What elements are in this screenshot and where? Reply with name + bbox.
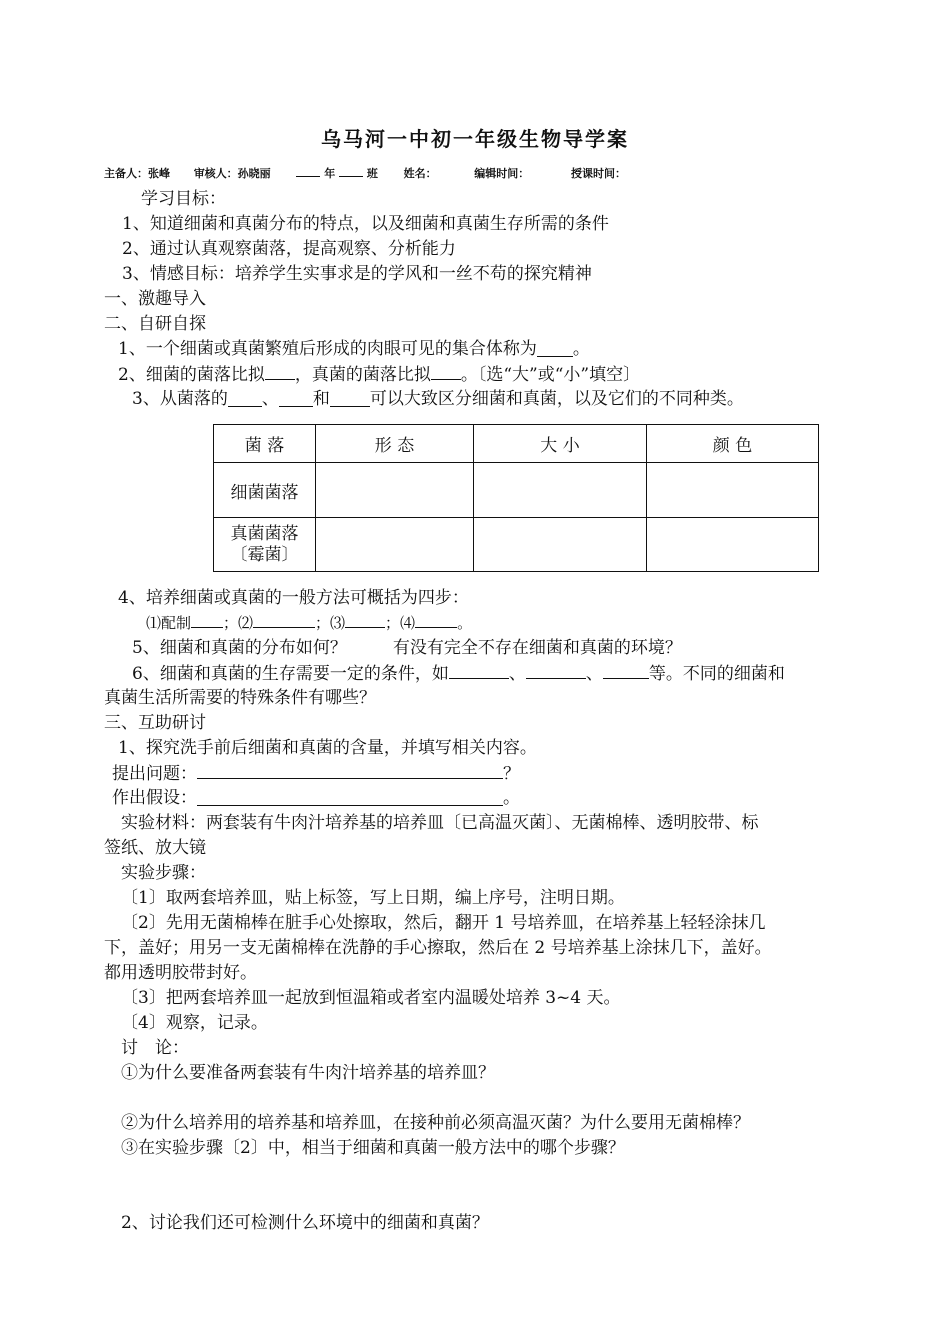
materials-text: 实验材料：两套装有牛肉汁培养基的培养皿〔已高温灭菌〕、无菌棉棒、透明胶带、标: [121, 813, 759, 833]
table-cell[interactable]: [474, 518, 647, 572]
page-title: 乌马河一中初一年级生物导学案: [321, 127, 629, 151]
table-cell[interactable]: [474, 463, 647, 518]
answer-blank[interactable]: [191, 612, 223, 628]
step-3: 〔3〕把两套培养皿一起放到恒温箱或者室内温暖处培养 3~4 天。: [121, 988, 621, 1008]
table-row-label: 细菌菌落: [214, 463, 316, 518]
answer-blank[interactable]: [279, 390, 313, 407]
table-cell[interactable]: [316, 518, 474, 572]
answer-blank[interactable]: [330, 390, 370, 407]
materials-text-cont: 签纸、放大镜: [104, 838, 206, 858]
answer-blank[interactable]: [449, 662, 509, 679]
name-label: 姓名：: [403, 167, 437, 180]
step-1: 〔1〕取两套培养皿，贴上标签，写上日期，编上序号，注明日期。: [121, 888, 625, 908]
ask-question-field[interactable]: [197, 762, 503, 779]
objectives-heading: 学习目标：: [141, 189, 226, 209]
inquiry-1: 1、探究洗手前后细菌和真菌的含量，并填写相关内容。: [118, 738, 537, 758]
table-header: 形 态: [316, 425, 474, 463]
answer-blank[interactable]: [253, 612, 315, 628]
class-suffix: 班: [366, 167, 378, 180]
objective-item: 3、情感目标：培养学生实事求是的学风和一丝不苟的探究精神: [122, 264, 592, 284]
grade-blank[interactable]: [296, 176, 320, 177]
table-header: 大 小: [474, 425, 647, 463]
discussion-label: 讨 论：: [121, 1038, 189, 1058]
step-4: 〔4〕观察，记录。: [121, 1013, 268, 1033]
question-1: 1、一个细菌或真菌繁殖后形成的肉眼可见的集合体称为 。: [118, 339, 590, 359]
table-cell[interactable]: [647, 463, 819, 518]
answer-blank[interactable]: [537, 340, 573, 357]
header-meta: [104, 165, 626, 181]
step-2-cont: 下，盖好；用另一支无菌棉棒在洗静的手心擦取，然后在 2 号培养基上涂抹几下，盖好。: [104, 938, 772, 958]
section-heading: 三、互助研讨: [104, 713, 206, 733]
answer-blank[interactable]: [228, 390, 262, 407]
step-2-cont: 都用透明胶带封好。: [104, 963, 257, 983]
question-3: 3、从菌落的 、 和 可以大致区分细菌和真菌，以及它们的不同种类。: [132, 389, 744, 409]
table-header: 菌 落: [214, 425, 316, 463]
answer-blank[interactable]: [526, 662, 586, 679]
table-header: 颜 色: [647, 425, 819, 463]
section-heading: 二、自研自探: [104, 314, 206, 334]
inquiry-2: 2、讨论我们还可检测什么环境中的细菌和真菌？: [121, 1213, 489, 1233]
class-blank[interactable]: [339, 176, 363, 177]
objective-item: 1、知道细菌和真菌分布的特点，以及细菌和真菌生存所需的条件: [122, 214, 609, 234]
answer-blank[interactable]: [603, 662, 649, 679]
compile-time-label: 编辑时间：: [474, 167, 530, 180]
question-4-steps: ⑴配制 ；⑵ ；⑶ ；⑷ 。: [146, 614, 473, 632]
question-6-cont: 真菌生活所需要的特殊条件有哪些？: [104, 688, 376, 708]
section-heading: 一、激趣导入: [104, 289, 206, 309]
teach-time-label: 授课时间：: [570, 167, 626, 180]
ask-question-line: 提出问题： ？: [112, 764, 520, 784]
objective-item: 2、通过认真观察菌落，提高观察、分析能力: [122, 239, 456, 259]
answer-blank[interactable]: [431, 363, 461, 380]
table-row-label: 真菌菌落 〔霉菌〕: [214, 518, 316, 572]
answer-blank[interactable]: [265, 363, 295, 380]
steps-label: 实验步骤：: [121, 863, 206, 883]
colony-table: [213, 424, 819, 572]
table-cell[interactable]: [316, 463, 474, 518]
table-cell[interactable]: [647, 518, 819, 572]
grade-suffix: 年: [324, 167, 336, 180]
step-2: 〔2〕先用无菌棉棒在脏手心处擦取，然后，翻开 1 号培养皿，在培养基上轻轻涂抹几: [121, 913, 766, 933]
answer-blank[interactable]: [345, 612, 385, 628]
hypothesis-line: 作出假设： 。: [112, 788, 520, 808]
discussion-q2: ②为什么培养用的培养基和培养皿，在接种前必须高温灭菌？为什么要用无菌棉棒？: [121, 1113, 750, 1133]
reviewer: 审核人：孙晓丽: [193, 167, 271, 180]
question-5: 5、细菌和真菌的分布如何？ 有没有完全不存在细菌和真菌的环境？: [132, 638, 682, 658]
answer-blank[interactable]: [415, 612, 457, 628]
question-2: 2、细菌的菌落比拟 ，真菌的菌落比拟 。〔选“大”或“小”填空〕: [118, 365, 641, 385]
discussion-q1: ①为什么要准备两套装有牛肉汁培养基的培养皿？: [121, 1063, 495, 1083]
preparer: 主备人：张峰: [104, 167, 170, 180]
question-6: 6、细菌和真菌的生存需要一定的条件，如 、 、 等。不同的细菌和: [132, 664, 785, 684]
discussion-q3: ③在实验步骤〔2〕中，相当于细菌和真菌一般方法中的哪个步骤？: [121, 1138, 625, 1158]
question-4: 4、培养细菌或真菌的一般方法可概括为四步：: [118, 588, 469, 608]
hypothesis-field[interactable]: [197, 789, 503, 806]
